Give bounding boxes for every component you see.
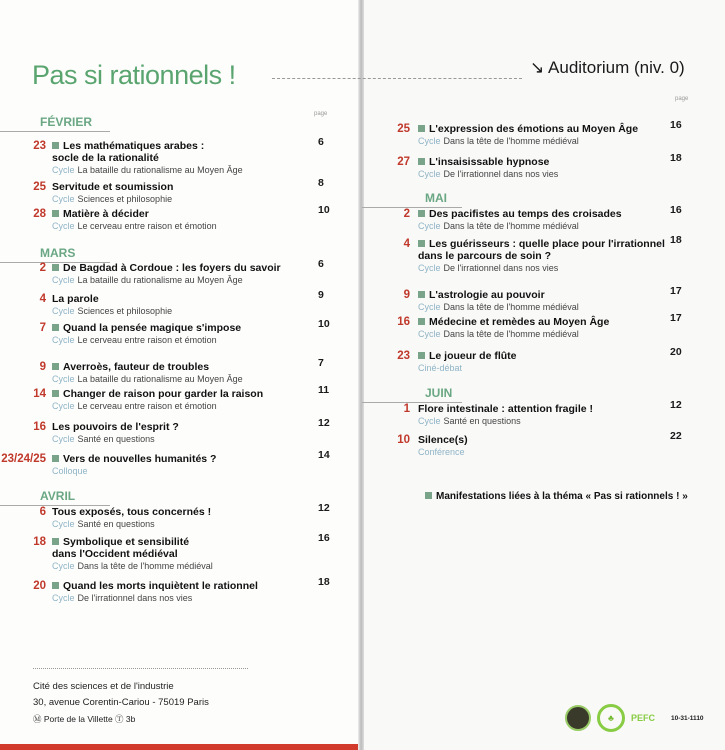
event-date: 14 (33, 388, 46, 400)
event-cycle (52, 592, 258, 604)
event-item[interactable] (52, 262, 281, 286)
event-title-text: Servitude et soumission (52, 181, 174, 193)
cycle-name: La bataille du rationalisme au Moyen Âge (77, 165, 243, 175)
cycle-label: Cycle (52, 306, 75, 316)
event-item[interactable] (52, 388, 263, 412)
event-title (418, 316, 609, 328)
event-title-text: Quand les morts inquiètent le rationnel (63, 580, 258, 592)
theme-marker-icon (418, 125, 425, 132)
event-title (52, 548, 213, 560)
event-item[interactable] (52, 322, 241, 346)
event-date: 27 (397, 156, 410, 168)
cycle-name: Dans la tête de l'homme médiéval (77, 561, 213, 571)
event-item[interactable] (52, 536, 213, 572)
event-cycle (418, 328, 609, 340)
page-number: 12 (318, 417, 330, 429)
event-title (418, 250, 665, 262)
page-number: 18 (670, 234, 682, 246)
event-item[interactable] (52, 421, 179, 445)
theme-marker-icon (418, 352, 425, 359)
event-title-text: L'astrologie au pouvoir (429, 289, 545, 301)
theme-marker-icon (52, 455, 59, 462)
cycle-name: Sciences et philosophie (77, 306, 173, 316)
event-item[interactable] (418, 403, 593, 427)
event-cycle (52, 305, 172, 317)
event-title (418, 156, 558, 168)
event-title (52, 388, 263, 400)
cycle-label: Cycle (52, 335, 75, 345)
page-column-label: page (675, 96, 689, 102)
event-title (52, 208, 217, 220)
event-date: 2 (39, 262, 46, 274)
theme-marker-icon (418, 291, 425, 298)
event-type: Ciné-débat (418, 363, 463, 373)
page-column-label: page (314, 111, 328, 117)
certification-number: 10-31-1110 (671, 714, 704, 722)
page-number: 17 (670, 285, 682, 297)
event-title (52, 262, 281, 274)
event-title (418, 123, 638, 135)
cycle-label: Cycle (418, 329, 441, 339)
event-title (52, 536, 213, 548)
cycle-label: Cycle (52, 221, 75, 231)
event-title-text: Le joueur de flûte (429, 350, 517, 362)
event-cycle (52, 518, 211, 530)
page-number: 12 (670, 399, 682, 411)
event-title-text: socle de la rationalité (52, 152, 159, 164)
cycle-name: La bataille du rationalisme au Moyen Âge (77, 275, 243, 285)
page-number: 18 (318, 576, 330, 588)
event-title (52, 506, 211, 518)
event-date: 9 (403, 289, 410, 301)
event-title-text: Des pacifistes au temps des croisades (429, 208, 622, 220)
cycle-label: Cycle (52, 434, 75, 444)
event-title-text: Symbolique et sensibilité (63, 536, 190, 548)
event-cycle (52, 373, 243, 385)
event-title (52, 152, 243, 164)
event-date: 7 (39, 322, 46, 334)
event-cycle (52, 560, 213, 572)
month-rule (0, 131, 110, 132)
theme-marker-icon (52, 538, 59, 545)
event-date: 4 (403, 238, 410, 250)
cycle-label: Cycle (52, 275, 75, 285)
cycle-label: Cycle (52, 374, 75, 384)
page-number: 10 (318, 204, 330, 216)
page-number: 7 (318, 357, 324, 369)
event-item[interactable] (418, 123, 638, 147)
page-number: 16 (318, 532, 330, 544)
event-date: 2 (403, 208, 410, 220)
event-item[interactable] (418, 350, 517, 374)
page-number: 16 (670, 204, 682, 216)
event-date: 28 (33, 208, 46, 220)
event-item[interactable] (418, 156, 558, 180)
cycle-name: Dans la tête de l'homme médiéval (443, 302, 579, 312)
event-title-text: L'insaisissable hypnose (429, 156, 550, 168)
page-number: 9 (318, 289, 324, 301)
event-title-text: Les pouvoirs de l'esprit ? (52, 421, 179, 433)
page-number: 6 (318, 258, 324, 270)
cycle-name: Le cerveau entre raison et émotion (77, 335, 217, 345)
event-title-text: Averroès, fauteur de troubles (63, 361, 210, 373)
page-number: 8 (318, 177, 324, 189)
event-title (418, 238, 665, 250)
event-title (418, 208, 622, 220)
event-title-text: Quand la pensée magique s'impose (63, 322, 242, 334)
event-title (52, 421, 179, 433)
page-number: 6 (318, 136, 324, 148)
month-heading: FÉVRIER (40, 115, 93, 129)
event-item[interactable] (52, 208, 217, 232)
page-number: 10 (318, 318, 330, 330)
theme-marker-icon (418, 210, 425, 217)
event-item[interactable] (418, 434, 468, 458)
cycle-label: Cycle (418, 221, 441, 231)
page-number: 12 (318, 502, 330, 514)
event-date: 23/24/25 (1, 453, 46, 465)
cycle-name: De l'irrationnel dans nos vies (443, 169, 559, 179)
cycle-name: Sciences et philosophie (77, 194, 173, 204)
theme-marker-icon (52, 582, 59, 589)
event-cycle (418, 168, 558, 180)
month-heading: MARS (40, 246, 76, 260)
cycle-name: La bataille du rationalisme au Moyen Âge (77, 374, 243, 384)
cycle-label: Cycle (418, 136, 441, 146)
event-title-text: Flore intestinale : attention fragile ! (418, 403, 594, 415)
cycle-name: Santé en questions (77, 519, 155, 529)
event-title-text: Tous exposés, tous concernés ! (52, 506, 212, 518)
event-item[interactable] (52, 181, 173, 205)
theme-marker-icon (418, 318, 425, 325)
page-title: Pas si rationnels ! (32, 60, 236, 90)
theme-marker-icon (52, 210, 59, 217)
event-cycle (418, 415, 593, 427)
cycle-label: Cycle (52, 593, 75, 603)
event-date: 25 (397, 123, 410, 135)
event-title (418, 403, 593, 415)
page-number: 20 (670, 346, 682, 358)
event-title (52, 322, 241, 334)
event-title (418, 434, 468, 446)
event-title-text: dans l'Occident médiéval (52, 548, 178, 560)
event-title-text: dans le parcours de soin ? (418, 250, 552, 262)
cycle-name: Dans la tête de l'homme médiéval (443, 136, 579, 146)
month-heading: MAI (425, 191, 447, 205)
event-date: 20 (33, 580, 46, 592)
event-date: 9 (39, 361, 46, 373)
event-cycle (52, 193, 173, 205)
event-title-text: Vers de nouvelles humanités ? (63, 453, 217, 465)
event-cycle (52, 433, 179, 445)
page-number: 16 (670, 119, 682, 131)
event-date: 6 (39, 506, 46, 518)
venue-address: 30, avenue Corentin-Cariou - 75019 Paris (33, 697, 209, 708)
event-title (418, 289, 579, 301)
legend: Manifestations liées à la théma « Pas si rationnels ! » (425, 490, 688, 503)
transport-info: Ⓜ Porte de la Villette Ⓣ 3b (33, 714, 136, 724)
cycle-name: De l'irrationnel dans nos vies (443, 263, 559, 273)
event-title (52, 293, 172, 305)
event-type: Colloque (52, 466, 88, 476)
pefc-label: PEFC (631, 713, 656, 723)
theme-marker-icon (425, 492, 432, 499)
event-cycle (52, 164, 243, 176)
event-item[interactable] (52, 506, 211, 530)
cycle-label: Cycle (418, 169, 441, 179)
theme-marker-icon (52, 390, 59, 397)
event-item[interactable] (52, 580, 258, 604)
event-item[interactable] (52, 453, 216, 477)
event-cycle (418, 220, 622, 232)
red-band (0, 744, 358, 750)
theme-marker-icon (418, 240, 425, 247)
theme-marker-icon (418, 158, 425, 165)
event-type: Conférence (418, 447, 465, 457)
event-cycle (418, 262, 665, 274)
cycle-name: Dans la tête de l'homme médiéval (443, 221, 579, 231)
page-number: 14 (318, 449, 330, 461)
page-number: 17 (670, 312, 682, 324)
event-cycle (52, 400, 263, 412)
event-title-text: Les guérisseurs : quelle place pour l'irrationnel (429, 238, 665, 250)
event-cycle (418, 301, 579, 313)
event-title-text: L'expression des émotions au Moyen Âge (429, 123, 639, 135)
event-date: 10 (397, 434, 410, 446)
event-title (52, 140, 243, 152)
event-title-text: Silence(s) (418, 434, 468, 446)
event-item[interactable] (52, 140, 243, 176)
event-title-text: Les mathématiques arabes : (63, 140, 205, 152)
event-item[interactable] (418, 316, 609, 340)
page-number: 11 (318, 384, 330, 396)
cycle-label: Cycle (52, 519, 75, 529)
event-date: 16 (33, 421, 46, 433)
event-date: 25 (33, 181, 46, 193)
imprim-vert-logo-icon (565, 705, 591, 731)
page-number: 22 (670, 430, 682, 442)
event-item[interactable] (418, 289, 579, 313)
event-date: 1 (403, 403, 410, 415)
cycle-name: Santé en questions (77, 434, 155, 444)
page-number: 18 (670, 152, 682, 164)
event-title-text: La parole (52, 293, 99, 305)
cycle-label: Cycle (52, 561, 75, 571)
cycle-label: Cycle (52, 165, 75, 175)
event-cycle (52, 274, 281, 286)
theme-marker-icon (52, 264, 59, 271)
cycle-name: Santé en questions (443, 416, 521, 426)
cycle-label: Cycle (418, 263, 441, 273)
event-title (52, 580, 258, 592)
event-cycle (418, 135, 638, 147)
cycle-label: Cycle (418, 302, 441, 312)
event-cycle (52, 220, 217, 232)
cycle-label: Cycle (418, 416, 441, 426)
event-title (52, 361, 243, 373)
event-cycle (52, 334, 241, 346)
event-title-text: Matière à décider (63, 208, 149, 220)
event-date: 23 (33, 140, 46, 152)
right-page (362, 0, 725, 750)
month-heading: JUIN (425, 386, 453, 400)
event-item[interactable] (52, 361, 243, 385)
page-fold (358, 0, 364, 750)
theme-marker-icon (52, 142, 59, 149)
cycle-name: De l'irrationnel dans nos vies (77, 593, 193, 603)
month-heading: AVRIL (40, 489, 76, 503)
event-title (52, 181, 173, 193)
event-date: 4 (39, 293, 46, 305)
footer-divider (33, 668, 248, 669)
event-item[interactable] (418, 238, 665, 274)
theme-marker-icon (52, 324, 59, 331)
certification-logos (565, 704, 704, 732)
cycle-label: Cycle (52, 401, 75, 411)
event-date: 16 (397, 316, 410, 328)
event-item[interactable] (52, 293, 172, 317)
event-title-text: Médecine et remèdes au Moyen Âge (429, 316, 610, 328)
event-title (418, 350, 517, 362)
event-date: 18 (33, 536, 46, 548)
event-title-text: De Bagdad à Cordoue : les foyers du savoir (63, 262, 281, 274)
pefc-logo-icon: ♣ (597, 704, 625, 732)
theme-marker-icon (52, 363, 59, 370)
cycle-label: Cycle (52, 194, 75, 204)
event-date: 23 (397, 350, 410, 362)
event-title (52, 453, 216, 465)
cycle-name: Le cerveau entre raison et émotion (77, 221, 217, 231)
cycle-name: Dans la tête de l'homme médiéval (443, 329, 579, 339)
event-item[interactable] (418, 208, 622, 232)
dotted-leader (272, 78, 522, 79)
location-label: ↘ Auditorium (niv. 0) (530, 58, 685, 77)
event-title-text: Changer de raison pour garder la raison (63, 388, 264, 400)
venue-name: Cité des sciences et de l'industrie (33, 681, 174, 692)
cycle-name: Le cerveau entre raison et émotion (77, 401, 217, 411)
